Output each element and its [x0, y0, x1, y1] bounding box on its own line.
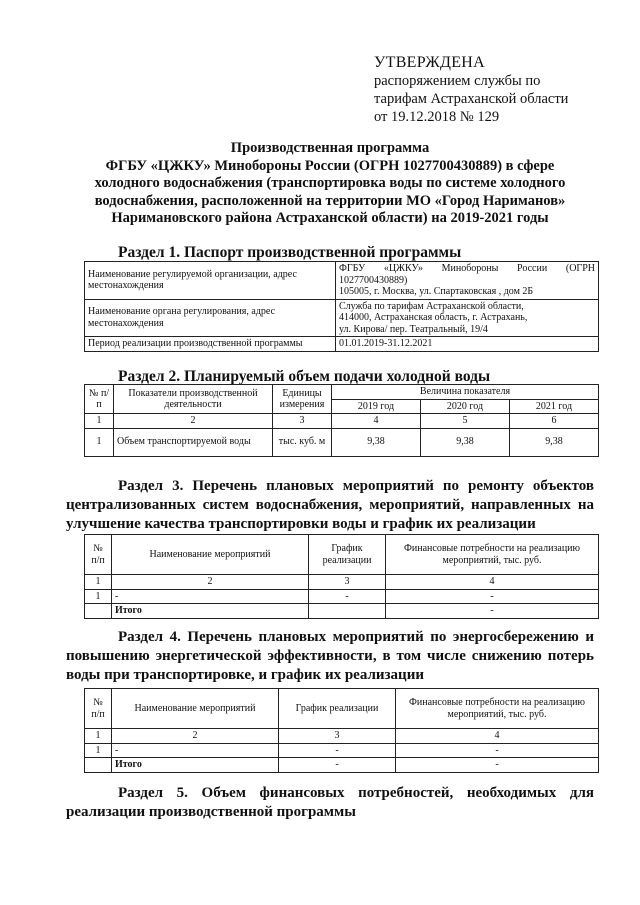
table-cell: 9,38 [421, 428, 510, 456]
header-cell: Финансовые потребности на реализацию мероприятий, тыс. руб. [386, 535, 599, 575]
table-cell: - [112, 743, 279, 758]
table-cell: - [279, 743, 396, 758]
cell-line: ул. Кирова/ пер. Театральный, 19/4 [339, 323, 488, 335]
table-cell: - [386, 589, 599, 604]
table-cell: 2 [114, 414, 273, 429]
table-row [85, 729, 599, 744]
table-row [85, 414, 599, 429]
volume-table [84, 384, 599, 457]
cell-line: 414000, Астраханская область, г. Астрахань, [339, 312, 528, 323]
header-cell: Единицы измерения [273, 385, 332, 414]
header-cell: Финансовые потребности на реализацию мероприятий, тыс. руб. [396, 689, 599, 729]
section5-heading: Раздел 5. Объем финансовых потребностей, необходимых для реализации производственной программы [66, 785, 594, 820]
table-cell: Период реализации производственной программы [85, 337, 336, 352]
approval-stamp [374, 54, 568, 126]
table-total-row [85, 604, 599, 619]
energy-measures-table [84, 688, 599, 773]
table-cell [85, 604, 112, 619]
approval-line: распоряжением службы по [374, 73, 541, 89]
table-cell: - [396, 758, 599, 773]
table-cell: - [309, 589, 386, 604]
cell-line: Служба по тарифам Астраханской области, [339, 300, 524, 312]
approval-line: тарифам Астраханской области [374, 91, 569, 107]
table-cell: 1 [85, 729, 112, 744]
table-cell: 1 [85, 428, 114, 456]
table-cell: 9,38 [332, 428, 421, 456]
table-cell: - [396, 743, 599, 758]
header-cell: № п/п [85, 689, 112, 729]
title-line: Производственная программа [230, 140, 430, 156]
table-cell: Объем транспортируемой воды [114, 428, 273, 456]
table-cell: 1 [85, 589, 112, 604]
title-line: ФГБУ «ЦЖКУ» Минобороны России (ОГРН 1027700430889) в сфере [105, 157, 555, 174]
table-row [85, 743, 599, 758]
approval-heading: УТВЕРЖДЕНА [374, 54, 486, 71]
table-cell [309, 604, 386, 619]
table-cell: 1 [85, 743, 112, 758]
header-cell: № п/п [85, 385, 114, 414]
title-line: водоснабжения, расположенной на территории МО «Город Нариманов» [94, 192, 566, 209]
table-cell: тыс. куб. м [273, 428, 332, 456]
document-title [60, 140, 600, 228]
header-cell: Величина показателя [332, 385, 599, 400]
header-cell: 2019 год [332, 399, 421, 414]
table-cell [336, 262, 599, 300]
table-cell: 5 [421, 414, 510, 429]
table-cell: 1 [85, 414, 114, 429]
table-cell: - [279, 758, 396, 773]
table-cell: Наименование регулируемой организации, адрес местонахождения [85, 262, 336, 300]
table-header-row [85, 535, 599, 575]
table-row [85, 589, 599, 604]
cell-line: ФГБУ «ЦЖКУ» Минобороны России (ОГРН 1027700430889) [339, 263, 595, 286]
section2-heading: Раздел 2. Планируемый объем подачи холодной воды [118, 368, 491, 385]
table-cell: 3 [309, 575, 386, 590]
title-line: Наримановского района Астраханской области) на 2019-2021 годы [111, 210, 549, 226]
table-total-row [85, 758, 599, 773]
table-cell: 2 [112, 575, 309, 590]
cell-line: 105005, г. Москва, ул. Спартаковская , дом 2Б [339, 286, 534, 297]
header-cell: № п/п [85, 535, 112, 575]
table-cell: 1 [85, 575, 112, 590]
section1-heading: Раздел 1. Паспорт производственной программы [118, 244, 462, 261]
table-row [85, 575, 599, 590]
table-row [85, 299, 599, 337]
table-header-row [85, 385, 599, 400]
table-row [85, 337, 599, 352]
header-cell: График реализации [279, 689, 396, 729]
title-line: холодного водоснабжения (транспортировка воды по системе холодного [94, 175, 566, 191]
header-cell: 2020 год [421, 399, 510, 414]
table-row [85, 428, 599, 456]
header-cell: График реализации [309, 535, 386, 575]
table-header-row [85, 689, 599, 729]
table-cell: 4 [396, 729, 599, 744]
table-cell: 6 [510, 414, 599, 429]
table-cell: 9,38 [510, 428, 599, 456]
header-cell: Показатели производственной деятельности [114, 385, 273, 414]
table-cell: - [386, 604, 599, 619]
table-cell [85, 758, 112, 773]
table-cell: - [112, 589, 309, 604]
table-cell: 3 [279, 729, 396, 744]
header-cell: 2021 год [510, 399, 599, 414]
table-cell: 01.01.2019-31.12.2021 [336, 337, 599, 352]
passport-table [84, 261, 599, 352]
table-cell: Наименование органа регулирования, адрес местонахождения [85, 299, 336, 337]
table-row [85, 262, 599, 300]
table-cell: 4 [386, 575, 599, 590]
section4-heading: Раздел 4. Перечень плановых мероприятий по энергосбережению и повышению энергетической эффективности, в том числе снижению потерь воды при транспортировке, и график их реализации [66, 629, 594, 683]
table-cell [336, 299, 599, 337]
table-cell: 2 [112, 729, 279, 744]
table-cell: 3 [273, 414, 332, 429]
table-cell: 4 [332, 414, 421, 429]
approval-date: от 19.12.2018 № 129 [374, 109, 500, 125]
header-cell: Наименование мероприятий [112, 535, 309, 575]
section3-heading: Раздел 3. Перечень плановых мероприятий по ремонту объектов централизованных систем водоснабжения, мероприятий, направленных на улучшение качества транспортировки воды и график их реализации [66, 478, 594, 532]
total-label: Итого [112, 604, 309, 619]
header-cell: Наименование мероприятий [112, 689, 279, 729]
total-label: Итого [112, 758, 279, 773]
repair-measures-table [84, 534, 599, 619]
